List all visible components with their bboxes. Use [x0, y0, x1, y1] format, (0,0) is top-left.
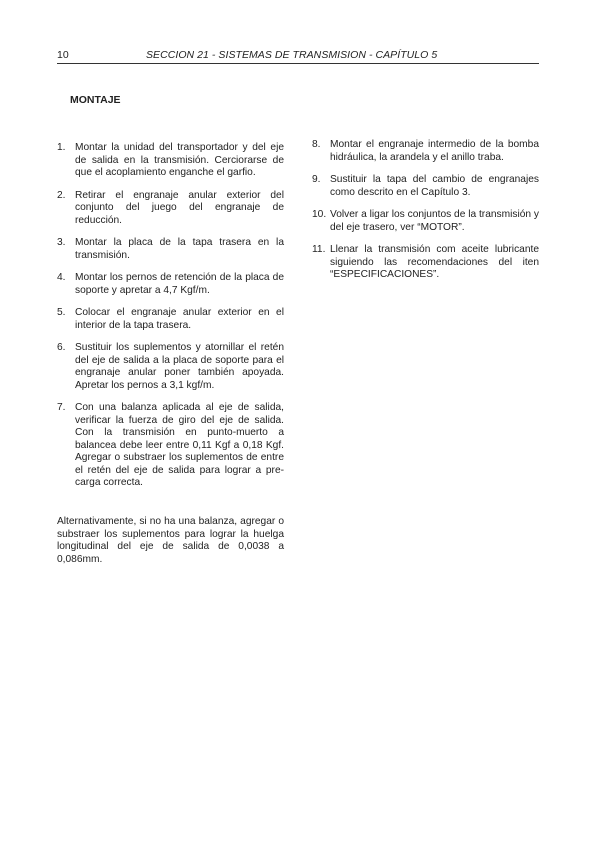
section-title: MONTAJE: [70, 94, 121, 106]
item-text: Colocar el engranaje anular exterior en el interior de la tapa trasera.: [75, 307, 284, 331]
item-text: Montar la placa de la tapa trasera en la transmisión.: [75, 237, 284, 261]
item-number: 9.: [312, 174, 321, 185]
item-text: Montar los pernos de retención de la placa de soporte y apretar a 4,7 Kgf/m.: [75, 272, 284, 296]
page-number: 10: [57, 49, 69, 61]
item-number: 11.: [312, 244, 326, 255]
item-number: 6.: [57, 342, 66, 353]
page-header: [57, 50, 539, 64]
item-text: Con una balanza aplicada al eje de salida, verificar la fuerza de giro del eje de salida. Con la transmisión en punto-muerto a balancea debe leer entre 0,11 Kgf a 0,18 Kgf. Agregar o substraer los suplementos de entre el retén del eje de salida para lograr a pre-carga correcta.: [75, 402, 284, 488]
item-number: 1.: [57, 142, 66, 153]
list-item: [57, 142, 284, 180]
item-text: Sustituir la tapa del cambio de engranajes como descrito en el Capítulo 3.: [330, 174, 539, 198]
list-item: [312, 139, 539, 164]
list-item: [57, 342, 284, 392]
list-item: [57, 190, 284, 228]
item-text: Llenar la transmisión com aceite lubricante siguiendo las recomendaciones del iten “ESPECIFICACIONES”.: [330, 244, 539, 280]
item-number: 3.: [57, 237, 66, 248]
list-item: [312, 209, 539, 234]
item-number: 4.: [57, 272, 66, 283]
item-number: 2.: [57, 189, 66, 201]
item-number: 10.: [312, 209, 327, 220]
running-title: SECCION 21 - SISTEMAS DE TRANSMISION - CAPÍTULO 5: [146, 49, 438, 61]
list-item: [312, 174, 539, 199]
alternative-note: Alternativamente, si no ha una balanza, agregar o substraer los suplementos para lograr la huelga longitudinal del eje de salida de 0,0038 a 0,086mm.: [57, 516, 284, 565]
item-text: Sustituir los suplementos y atornillar el retén del eje de salida a la placa de soporte para el engranaje anular poner también apoyada. Apretar los pernos a 3,1 kgf/m.: [75, 342, 284, 391]
list-item: [57, 272, 284, 297]
list-item: [57, 402, 284, 490]
item-number: 8.: [312, 139, 321, 150]
item-number: 5.: [57, 307, 66, 318]
list-item: [57, 237, 284, 262]
list-item: [57, 307, 284, 332]
item-text: Volver a ligar los conjuntos de la transmisión y del eje trasero, ver “MOTOR”.: [330, 209, 539, 233]
list-item: [312, 244, 539, 282]
item-text: Retirar el engranaje anular exterior del conjunto del juego del engranaje de reducción.: [75, 189, 284, 226]
right-column: [312, 139, 539, 292]
item-number: 7.: [57, 402, 66, 413]
item-text: Montar la unidad del transportador y del eje de salida en la transmisión. Cerciorarse de que el acoplamiento enganche el garfio.: [75, 142, 284, 178]
item-text: Montar el engranaje intermedio de la bomba hidráulica, la arandela y el anillo traba.: [330, 139, 539, 163]
left-column: [57, 142, 284, 500]
